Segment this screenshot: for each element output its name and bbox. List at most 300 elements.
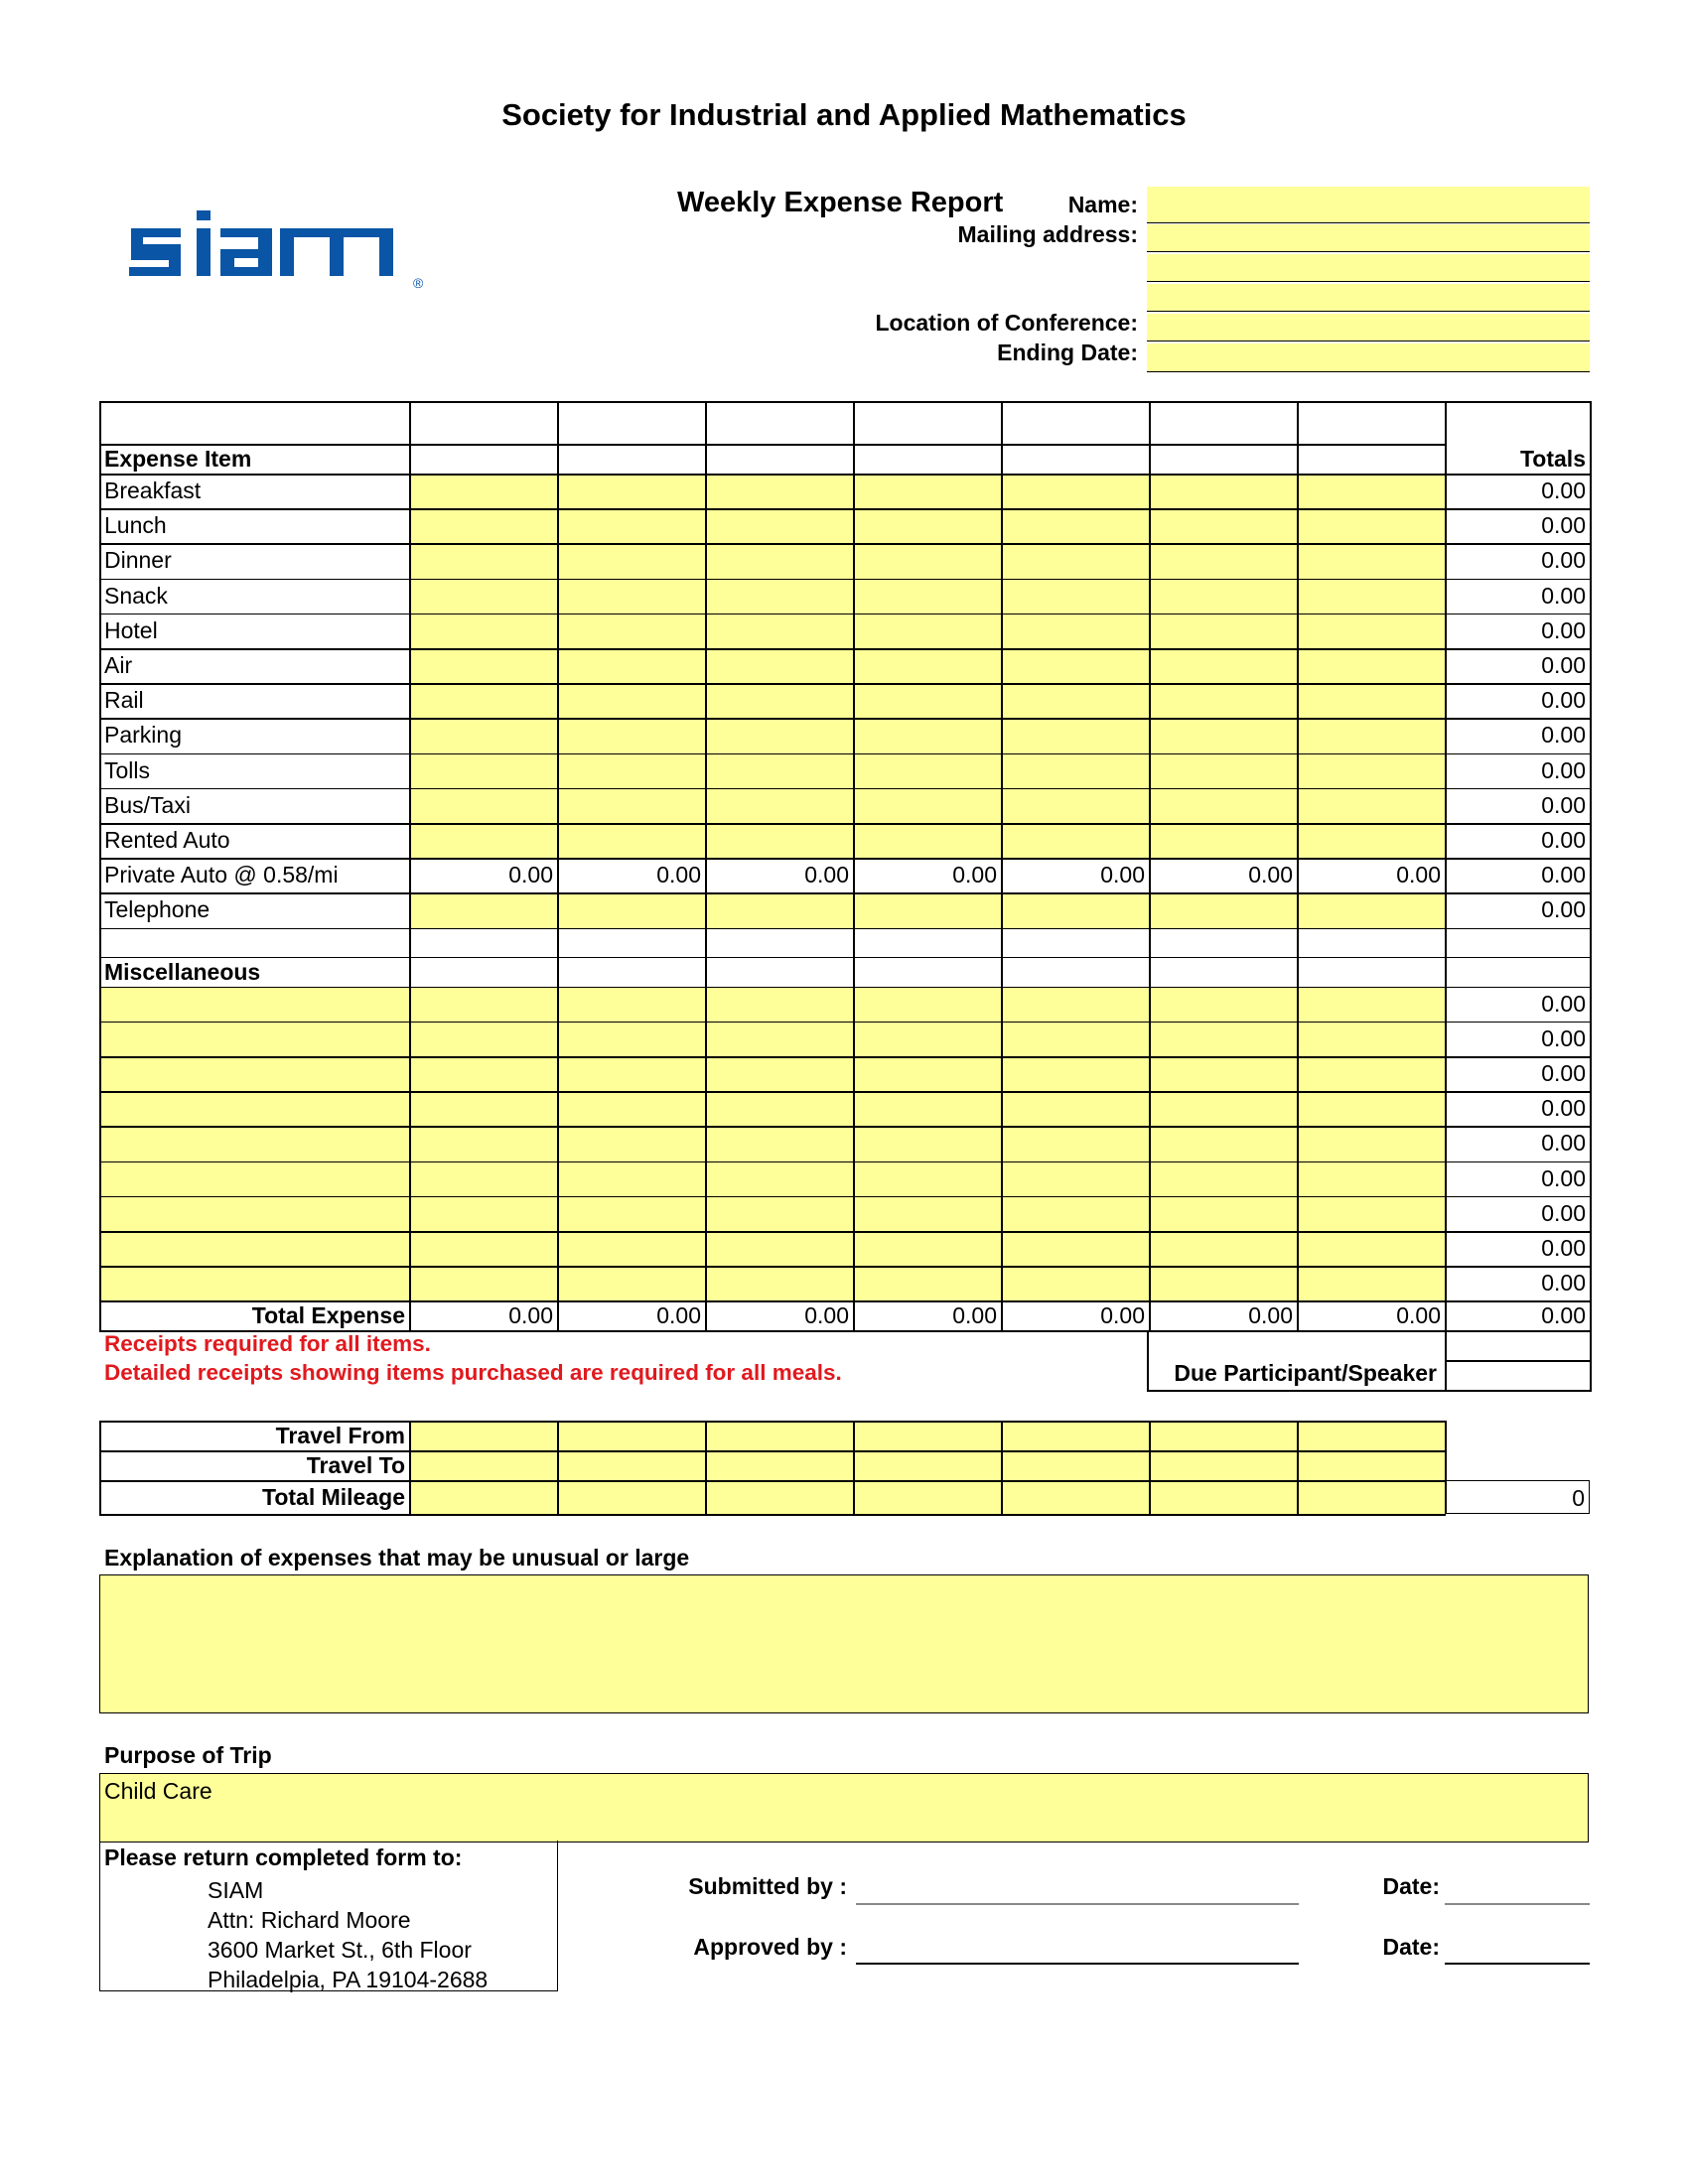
day-amount-cell[interactable]	[1149, 543, 1297, 578]
siam-logo	[129, 199, 437, 298]
submitted-by-label: Submitted by :	[688, 1873, 847, 1899]
misc-amount-cell[interactable]	[409, 1231, 557, 1266]
day-amount-cell[interactable]	[705, 579, 853, 614]
expense-item-label: Parking	[104, 722, 182, 749]
day-amount-cell[interactable]	[557, 543, 705, 578]
day-amount-cell[interactable]	[1149, 579, 1297, 614]
grid-line	[1590, 1330, 1592, 1390]
day-amount-cell[interactable]	[1001, 579, 1149, 614]
day-amount-cell[interactable]	[853, 683, 1001, 718]
day-amount-cell[interactable]	[557, 718, 705, 752]
grid-line	[99, 683, 1592, 685]
day-amount-cell[interactable]	[705, 543, 853, 578]
misc-amount-cell[interactable]	[1297, 987, 1445, 1022]
day-amount-cell[interactable]	[705, 474, 853, 508]
misc-amount-cell[interactable]	[853, 1056, 1001, 1091]
misc-amount-cell[interactable]	[1001, 987, 1149, 1022]
day-amount-cell[interactable]	[1297, 753, 1445, 788]
day-amount-cell[interactable]	[1001, 683, 1149, 718]
day-amount-cell[interactable]	[1297, 788, 1445, 823]
grid-line	[99, 1480, 1446, 1482]
misc-amount-cell[interactable]	[705, 1196, 853, 1231]
grid-line	[99, 718, 1592, 720]
misc-amount-cell[interactable]	[1149, 987, 1297, 1022]
day-amount-cell[interactable]	[1297, 474, 1445, 508]
day-amount-cell[interactable]	[557, 892, 705, 927]
grid-line	[99, 614, 1592, 615]
total-mileage-cell[interactable]	[409, 1480, 557, 1514]
location-field[interactable]	[1147, 314, 1590, 341]
grid-line	[1147, 1390, 1447, 1392]
travel-to-cell[interactable]	[1297, 1450, 1445, 1480]
day-amount-cell: 0.00	[952, 862, 997, 888]
misc-amount-cell[interactable]	[557, 1056, 705, 1091]
misc-amount-cell[interactable]	[705, 1126, 853, 1160]
misc-row-total: 0.00	[1541, 1199, 1586, 1226]
travel-to-cell[interactable]	[409, 1450, 557, 1480]
misc-amount-cell[interactable]	[409, 987, 557, 1022]
day-amount-cell[interactable]	[409, 788, 557, 823]
day-amount-cell: 0.00	[804, 862, 849, 888]
grid-line	[1445, 401, 1447, 1330]
misc-amount-cell[interactable]	[1149, 1126, 1297, 1160]
misc-amount-cell[interactable]	[1149, 1161, 1297, 1196]
grid-line	[99, 1022, 1592, 1024]
day-amount-cell[interactable]	[1297, 508, 1445, 543]
expense-item-label: Bus/Taxi	[104, 791, 191, 818]
grand-total-expense: 0.00	[1541, 1302, 1586, 1329]
misc-amount-cell[interactable]	[557, 1126, 705, 1160]
day-amount-cell[interactable]	[705, 718, 853, 752]
day-amount-cell[interactable]	[853, 614, 1001, 648]
misc-amount-cell[interactable]	[1001, 1056, 1149, 1091]
grid-line	[99, 987, 1592, 989]
row-total: 0.00	[1541, 687, 1586, 714]
grid-line	[99, 1196, 1592, 1198]
day-amount-cell[interactable]	[853, 718, 1001, 752]
misc-amount-cell[interactable]	[853, 1196, 1001, 1231]
misc-amount-cell[interactable]	[705, 1022, 853, 1056]
day-total-expense: 0.00	[1248, 1302, 1293, 1329]
travel-from-cell[interactable]	[1149, 1421, 1297, 1450]
day-date-cell[interactable]	[1001, 401, 1149, 444]
day-amount-cell[interactable]	[557, 823, 705, 858]
travel-to-cell[interactable]	[557, 1450, 705, 1480]
misc-amount-cell[interactable]	[853, 987, 1001, 1022]
day-amount-cell[interactable]	[853, 892, 1001, 927]
misc-description-cell[interactable]	[99, 1231, 409, 1266]
return-address-box	[99, 1841, 558, 1991]
day-date-cell[interactable]	[1149, 401, 1297, 444]
day-amount-cell[interactable]	[705, 683, 853, 718]
misc-amount-cell[interactable]	[853, 1266, 1001, 1300]
day-amount-cell[interactable]	[409, 508, 557, 543]
day-total-expense: 0.00	[804, 1302, 849, 1329]
misc-amount-cell[interactable]	[1001, 1231, 1149, 1266]
day-amount-cell[interactable]	[409, 683, 557, 718]
grid-line	[99, 1450, 1446, 1452]
day-amount-cell[interactable]	[409, 474, 557, 508]
misc-amount-cell[interactable]	[1001, 1266, 1149, 1300]
misc-amount-cell[interactable]	[1297, 1196, 1445, 1231]
due-participant-field[interactable]	[1446, 1360, 1590, 1390]
day-amount-cell[interactable]	[1001, 614, 1149, 648]
grid-line	[705, 401, 707, 1330]
grid-line	[853, 401, 855, 1330]
return-heading: Please return completed form to:	[104, 1844, 463, 1870]
grid-line	[409, 401, 411, 1330]
day-amount-cell[interactable]	[853, 648, 1001, 683]
misc-row-total: 0.00	[1541, 1060, 1586, 1086]
grid-line	[99, 1266, 1592, 1268]
day-amount-cell[interactable]	[1297, 648, 1445, 683]
misc-amount-cell[interactable]	[1149, 1231, 1297, 1266]
submitted-date-label: Date:	[1382, 1873, 1440, 1899]
expense-item-label: Private Auto @ 0.58/mi	[104, 862, 339, 888]
expense-item-label: Hotel	[104, 616, 158, 643]
misc-row-total: 0.00	[1541, 1270, 1586, 1297]
misc-row-total: 0.00	[1541, 1024, 1586, 1051]
day-amount-cell[interactable]	[1001, 892, 1149, 927]
ending-date-label: Ending Date:	[997, 340, 1138, 365]
misc-amount-cell[interactable]	[1297, 1231, 1445, 1266]
day-date-cell[interactable]	[409, 401, 557, 444]
day-amount-cell[interactable]	[705, 614, 853, 648]
purpose-label: Purpose of Trip	[104, 1742, 272, 1768]
day-amount-cell[interactable]	[557, 753, 705, 788]
day-amount-cell[interactable]	[705, 823, 853, 858]
day-amount-cell[interactable]	[853, 753, 1001, 788]
day-amount-cell[interactable]	[853, 508, 1001, 543]
day-amount-cell[interactable]	[1149, 823, 1297, 858]
day-amount-cell: 0.00	[1248, 862, 1293, 888]
day-amount-cell[interactable]	[557, 648, 705, 683]
day-amount-cell[interactable]	[409, 614, 557, 648]
misc-amount-cell[interactable]	[1297, 1161, 1445, 1196]
misc-amount-cell[interactable]	[705, 1231, 853, 1266]
day-amount-cell[interactable]	[1149, 683, 1297, 718]
misc-amount-cell[interactable]	[409, 1022, 557, 1056]
due-participant-label: Due Participant/Speaker	[1174, 1360, 1437, 1386]
row-total: 0.00	[1541, 896, 1586, 923]
grid-line	[1297, 1421, 1299, 1514]
total-expense-label: Total Expense	[251, 1302, 405, 1329]
misc-amount-cell[interactable]	[1149, 1022, 1297, 1056]
misc-amount-cell[interactable]	[1297, 1126, 1445, 1160]
receipts-notice: Receipts required for all items.	[104, 1331, 431, 1356]
misc-amount-cell[interactable]	[409, 1196, 557, 1231]
total-mileage-cell[interactable]	[853, 1480, 1001, 1514]
travel-from-cell[interactable]	[853, 1421, 1001, 1450]
day-amount-cell[interactable]	[1149, 508, 1297, 543]
travel-to-cell[interactable]	[853, 1450, 1001, 1480]
name-label: Name:	[1067, 192, 1138, 217]
grid-line	[99, 1126, 1592, 1128]
day-amount-cell[interactable]	[409, 823, 557, 858]
grid-line	[1149, 1421, 1151, 1514]
misc-amount-cell[interactable]	[1001, 1091, 1149, 1126]
misc-amount-cell[interactable]	[557, 987, 705, 1022]
total-mileage-cell[interactable]	[1297, 1480, 1445, 1514]
misc-amount-cell[interactable]	[1001, 1161, 1149, 1196]
misc-description-cell[interactable]	[99, 1022, 409, 1056]
misc-amount-cell[interactable]	[1297, 1056, 1445, 1091]
misc-amount-cell[interactable]	[1297, 1022, 1445, 1056]
day-amount-cell[interactable]	[1001, 648, 1149, 683]
grid-line	[853, 1421, 855, 1514]
mailing-address-line-3[interactable]	[1147, 284, 1590, 312]
travel-from-cell[interactable]	[409, 1421, 557, 1450]
day-amount-cell[interactable]	[1297, 683, 1445, 718]
day-amount-cell: 0.00	[656, 862, 701, 888]
grid-line	[99, 823, 1592, 825]
day-date-cell[interactable]	[1297, 401, 1445, 444]
return-address-line: Philadelpia, PA 19104-2688	[208, 1967, 489, 1992]
misc-amount-cell[interactable]	[409, 1266, 557, 1300]
misc-row-total: 0.00	[1541, 1235, 1586, 1261]
totals-header: Totals	[1519, 446, 1586, 472]
mailing-address-line-1[interactable]	[1147, 224, 1590, 252]
day-total-expense: 0.00	[952, 1302, 997, 1329]
total-mileage-cell[interactable]	[1149, 1480, 1297, 1514]
day-amount-cell[interactable]	[1297, 614, 1445, 648]
grid-line	[99, 543, 1592, 545]
grid-line	[99, 892, 1592, 894]
explanation-field[interactable]	[99, 1574, 1589, 1713]
day-amount-cell[interactable]	[705, 508, 853, 543]
row-total: 0.00	[1541, 791, 1586, 818]
misc-amount-cell[interactable]	[1149, 1196, 1297, 1231]
expense-item-label: Telephone	[104, 896, 211, 923]
misc-description-cell[interactable]	[99, 1126, 409, 1160]
day-amount-cell[interactable]	[1001, 508, 1149, 543]
day-amount-cell[interactable]	[1297, 718, 1445, 752]
grid-line	[99, 648, 1592, 650]
day-amount-cell[interactable]	[1149, 474, 1297, 508]
day-amount-cell[interactable]	[853, 474, 1001, 508]
day-amount-cell[interactable]	[1001, 823, 1149, 858]
day-amount-cell[interactable]	[409, 753, 557, 788]
misc-amount-cell[interactable]	[409, 1056, 557, 1091]
day-amount-cell[interactable]	[1001, 788, 1149, 823]
misc-amount-cell[interactable]	[1297, 1266, 1445, 1300]
grid-line	[99, 1056, 1592, 1058]
day-amount-cell[interactable]	[1001, 543, 1149, 578]
day-date-cell[interactable]	[557, 401, 705, 444]
misc-amount-cell[interactable]	[705, 1091, 853, 1126]
grid-line	[557, 401, 559, 1330]
misc-amount-cell[interactable]	[853, 1091, 1001, 1126]
day-amount-cell[interactable]	[557, 788, 705, 823]
travel-from-label: Travel From	[275, 1423, 405, 1448]
grid-line	[99, 508, 1592, 510]
day-amount-cell[interactable]	[705, 648, 853, 683]
grid-line	[557, 1421, 559, 1514]
grid-line	[99, 1421, 101, 1514]
grid-line	[99, 928, 1592, 930]
logo-registered-mark: ®	[413, 275, 424, 291]
day-amount-cell[interactable]	[409, 648, 557, 683]
row-total: 0.00	[1541, 478, 1586, 503]
miscellaneous-header: Miscellaneous	[104, 958, 261, 985]
grid-line	[99, 753, 1592, 755]
day-amount-cell[interactable]	[409, 579, 557, 614]
misc-description-cell[interactable]	[99, 1161, 409, 1196]
submitted-date-line[interactable]	[1445, 1903, 1590, 1905]
day-amount-cell[interactable]	[557, 474, 705, 508]
day-amount-cell[interactable]	[557, 579, 705, 614]
misc-amount-cell[interactable]	[705, 987, 853, 1022]
name-field[interactable]	[1147, 187, 1590, 223]
day-amount-cell[interactable]	[1149, 648, 1297, 683]
day-amount-cell[interactable]	[409, 718, 557, 752]
day-date-cell[interactable]	[705, 401, 853, 444]
misc-amount-cell[interactable]	[853, 1126, 1001, 1160]
misc-amount-cell[interactable]	[557, 1022, 705, 1056]
expense-item-label: Lunch	[104, 512, 167, 539]
misc-amount-cell[interactable]	[1149, 1091, 1297, 1126]
grid-line	[705, 1421, 707, 1514]
total-mileage-cell[interactable]	[1001, 1480, 1149, 1514]
grid-line	[1149, 401, 1151, 1330]
day-amount-cell[interactable]	[409, 892, 557, 927]
grid-line	[99, 1161, 1592, 1163]
day-amount-cell[interactable]	[1001, 753, 1149, 788]
travel-to-label: Travel To	[306, 1452, 405, 1478]
location-label: Location of Conference:	[875, 310, 1138, 336]
day-total-expense: 0.00	[1396, 1302, 1441, 1329]
mailing-address-label: Mailing address:	[957, 221, 1138, 247]
expense-item-label: Dinner	[104, 547, 172, 574]
day-amount-cell[interactable]	[1149, 892, 1297, 927]
grid-line	[1590, 401, 1592, 1330]
misc-amount-cell[interactable]	[853, 1231, 1001, 1266]
grid-line	[1001, 401, 1003, 1330]
misc-amount-cell[interactable]	[705, 1266, 853, 1300]
day-amount-cell[interactable]	[1001, 474, 1149, 508]
mileage-total: 0	[1445, 1480, 1590, 1514]
misc-amount-cell[interactable]	[557, 1091, 705, 1126]
misc-amount-cell[interactable]	[557, 1231, 705, 1266]
day-amount-cell[interactable]	[1297, 579, 1445, 614]
day-total-expense: 0.00	[1100, 1302, 1145, 1329]
misc-amount-cell[interactable]	[1149, 1056, 1297, 1091]
expense-item-label: Air	[104, 652, 133, 678]
day-amount-cell[interactable]	[705, 753, 853, 788]
purpose-field[interactable]: Child Care	[99, 1773, 1589, 1843]
day-amount-cell[interactable]	[409, 543, 557, 578]
day-amount-cell[interactable]	[1001, 718, 1149, 752]
misc-amount-cell[interactable]	[1149, 1266, 1297, 1300]
day-amount-cell[interactable]	[557, 614, 705, 648]
total-mileage-cell[interactable]	[705, 1480, 853, 1514]
day-amount-cell: 0.00	[1100, 862, 1145, 888]
grid-line	[99, 788, 1592, 790]
travel-from-cell[interactable]	[557, 1421, 705, 1450]
day-amount-cell: 0.00	[508, 862, 553, 888]
approved-by-line[interactable]	[856, 1963, 1299, 1965]
misc-amount-cell[interactable]	[853, 1161, 1001, 1196]
grid-line	[99, 579, 1592, 581]
day-date-cell[interactable]	[853, 401, 1001, 444]
misc-amount-cell[interactable]	[1001, 1022, 1149, 1056]
misc-amount-cell[interactable]	[705, 1056, 853, 1091]
misc-row-total: 0.00	[1541, 1164, 1586, 1191]
day-amount-cell[interactable]	[853, 823, 1001, 858]
day-amount-cell[interactable]	[705, 788, 853, 823]
day-amount-cell[interactable]	[705, 892, 853, 927]
day-amount-cell[interactable]	[853, 788, 1001, 823]
grid-line	[409, 1421, 411, 1514]
expense-item-label: Rented Auto	[104, 827, 230, 853]
ending-date-field[interactable]	[1147, 343, 1590, 372]
day-amount-cell[interactable]	[853, 579, 1001, 614]
travel-from-cell[interactable]	[705, 1421, 853, 1450]
travel-from-cell[interactable]	[1297, 1421, 1445, 1450]
explanation-label: Explanation of expenses that may be unusual or large	[104, 1545, 690, 1570]
misc-amount-cell[interactable]	[409, 1161, 557, 1196]
grid-line	[1445, 1421, 1447, 1514]
day-amount-cell[interactable]	[557, 683, 705, 718]
total-mileage-cell[interactable]	[557, 1480, 705, 1514]
grid-line	[99, 1300, 1592, 1302]
day-amount-cell[interactable]	[1149, 718, 1297, 752]
misc-description-cell[interactable]	[99, 1196, 409, 1231]
day-amount-cell[interactable]	[1149, 753, 1297, 788]
misc-amount-cell[interactable]	[853, 1022, 1001, 1056]
day-amount-cell[interactable]	[557, 508, 705, 543]
travel-to-cell[interactable]	[705, 1450, 853, 1480]
misc-description-cell[interactable]	[99, 1091, 409, 1126]
misc-amount-cell[interactable]	[1001, 1126, 1149, 1160]
travel-to-cell[interactable]	[1149, 1450, 1297, 1480]
misc-amount-cell[interactable]	[409, 1126, 557, 1160]
travel-from-cell[interactable]	[1001, 1421, 1149, 1450]
misc-amount-cell[interactable]	[409, 1091, 557, 1126]
misc-description-cell[interactable]	[99, 987, 409, 1022]
day-total-expense: 0.00	[656, 1302, 701, 1329]
misc-amount-cell[interactable]	[557, 1266, 705, 1300]
submitted-by-line[interactable]	[856, 1903, 1299, 1905]
day-amount-cell[interactable]	[1297, 823, 1445, 858]
grid-line	[1001, 1421, 1003, 1514]
misc-amount-cell[interactable]	[1297, 1091, 1445, 1126]
row-total: 0.00	[1541, 616, 1586, 643]
row-total: 0.00	[1541, 722, 1586, 749]
misc-amount-cell[interactable]	[557, 1161, 705, 1196]
day-amount-cell[interactable]	[1149, 788, 1297, 823]
day-amount-cell[interactable]	[1297, 892, 1445, 927]
misc-amount-cell[interactable]	[1001, 1196, 1149, 1231]
row-total: 0.00	[1541, 547, 1586, 574]
return-address-line: 3600 Market St., 6th Floor	[208, 1937, 472, 1963]
day-amount-cell[interactable]	[1149, 614, 1297, 648]
expense-item-label: Breakfast	[104, 478, 202, 503]
day-amount-cell[interactable]	[1297, 543, 1445, 578]
mailing-address-line-2[interactable]	[1147, 254, 1590, 282]
misc-amount-cell[interactable]	[705, 1161, 853, 1196]
grid-line	[99, 1421, 1446, 1423]
travel-to-cell[interactable]	[1001, 1450, 1149, 1480]
approved-date-line[interactable]	[1445, 1963, 1590, 1965]
day-amount-cell[interactable]	[853, 543, 1001, 578]
misc-amount-cell[interactable]	[557, 1196, 705, 1231]
misc-description-cell[interactable]	[99, 1056, 409, 1091]
misc-description-cell[interactable]	[99, 1266, 409, 1300]
grid-line	[99, 474, 1592, 476]
row-total: 0.00	[1541, 652, 1586, 678]
day-amount-cell: 0.00	[1396, 862, 1441, 888]
